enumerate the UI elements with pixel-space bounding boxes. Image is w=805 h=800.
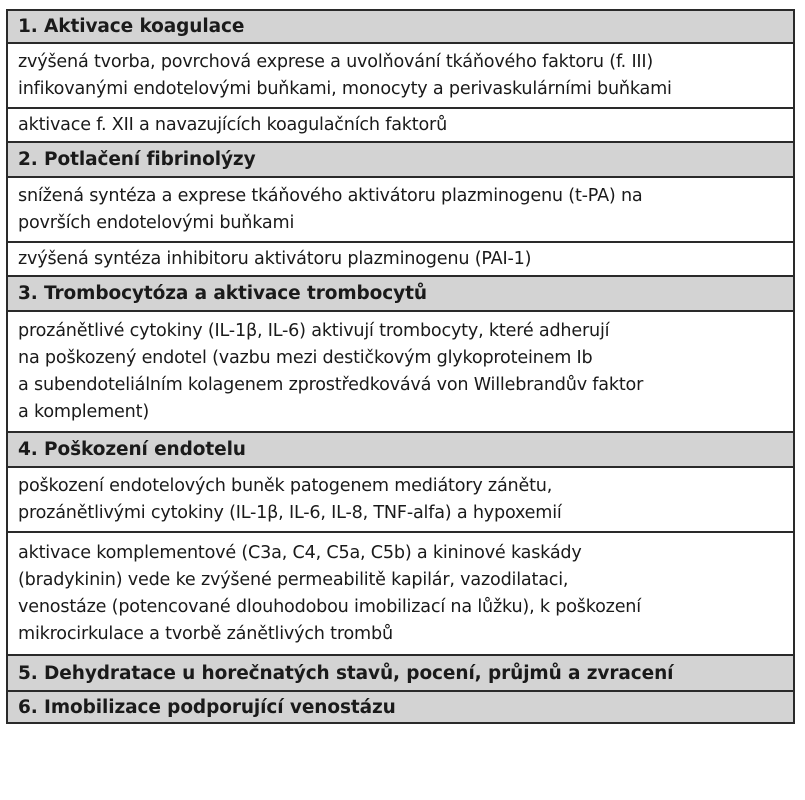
item-line: mikrocirkulace a tvorbě zánětlivých trombů bbox=[18, 623, 393, 644]
item-cell bbox=[7, 108, 794, 142]
item-line: a komplement) bbox=[18, 401, 149, 422]
item-line: a subendoteliálním kolagenem zprostředkovává von Willebrandův faktor bbox=[18, 374, 644, 395]
item-line: (bradykinin) vede ke zvýšené permeabilitě kapilár, vazodilataci, bbox=[18, 569, 569, 590]
item-line: površích endotelovými buňkami bbox=[18, 212, 295, 233]
item-line: zvýšená tvorba, povrchová exprese a uvolňování tkáňového faktoru (f. III) bbox=[18, 51, 654, 72]
item-line: aktivace f. XII a navazujících koagulačních faktorů bbox=[18, 114, 448, 135]
section-heading: 6. Imobilizace podporující venostázu bbox=[7, 691, 794, 723]
section-heading-row bbox=[7, 142, 794, 177]
item-row bbox=[7, 311, 794, 432]
item-row bbox=[7, 532, 794, 655]
item-cell bbox=[7, 532, 794, 655]
item-cell bbox=[7, 43, 794, 108]
item-line: zvýšená syntéza inhibitoru aktivátoru plazminogenu (PAI-1) bbox=[18, 248, 532, 269]
section-heading-row bbox=[7, 691, 794, 723]
section-heading-row bbox=[7, 276, 794, 311]
item-line: venostáze (potencované dlouhodobou imobilizací na lůžku), k poškození bbox=[18, 596, 641, 617]
factors-table bbox=[6, 9, 795, 724]
section-heading-row bbox=[7, 10, 794, 43]
section-heading: 2. Potlačení fibrinolýzy bbox=[7, 142, 794, 177]
section-heading: 5. Dehydratace u horečnatých stavů, pocení, průjmů a zvracení bbox=[7, 655, 794, 691]
item-cell bbox=[7, 242, 794, 276]
item-row bbox=[7, 177, 794, 242]
item-line: infikovanými endotelovými buňkami, monocyty a perivaskulárními buňkami bbox=[18, 78, 672, 99]
item-cell bbox=[7, 177, 794, 242]
item-row bbox=[7, 242, 794, 276]
section-heading-row bbox=[7, 432, 794, 467]
item-line: aktivace komplementové (C3a, C4, C5a, C5b) a kininové kaskády bbox=[18, 542, 582, 563]
item-line: poškození endotelových buněk patogenem mediátory zánětu, bbox=[18, 475, 553, 496]
item-line: prozánětlivé cytokiny (IL-1β, IL-6) aktivují trombocyty, které adherují bbox=[18, 320, 610, 341]
section-heading: 3. Trombocytóza a aktivace trombocytů bbox=[7, 276, 794, 311]
section-heading: 1. Aktivace koagulace bbox=[7, 10, 794, 43]
item-cell bbox=[7, 311, 794, 432]
item-row bbox=[7, 108, 794, 142]
section-heading: 4. Poškození endotelu bbox=[7, 432, 794, 467]
item-line: prozánětlivými cytokiny (IL-1β, IL-6, IL-8, TNF-alfa) a hypoxemií bbox=[18, 502, 562, 523]
item-cell bbox=[7, 467, 794, 532]
item-row bbox=[7, 467, 794, 532]
section-heading-row bbox=[7, 655, 794, 691]
item-line: na poškozený endotel (vazbu mezi destičkovým glykoproteinem Ib bbox=[18, 347, 593, 368]
item-line: snížená syntéza a exprese tkáňového aktivátoru plazminogenu (t-PA) na bbox=[18, 185, 643, 206]
item-row bbox=[7, 43, 794, 108]
